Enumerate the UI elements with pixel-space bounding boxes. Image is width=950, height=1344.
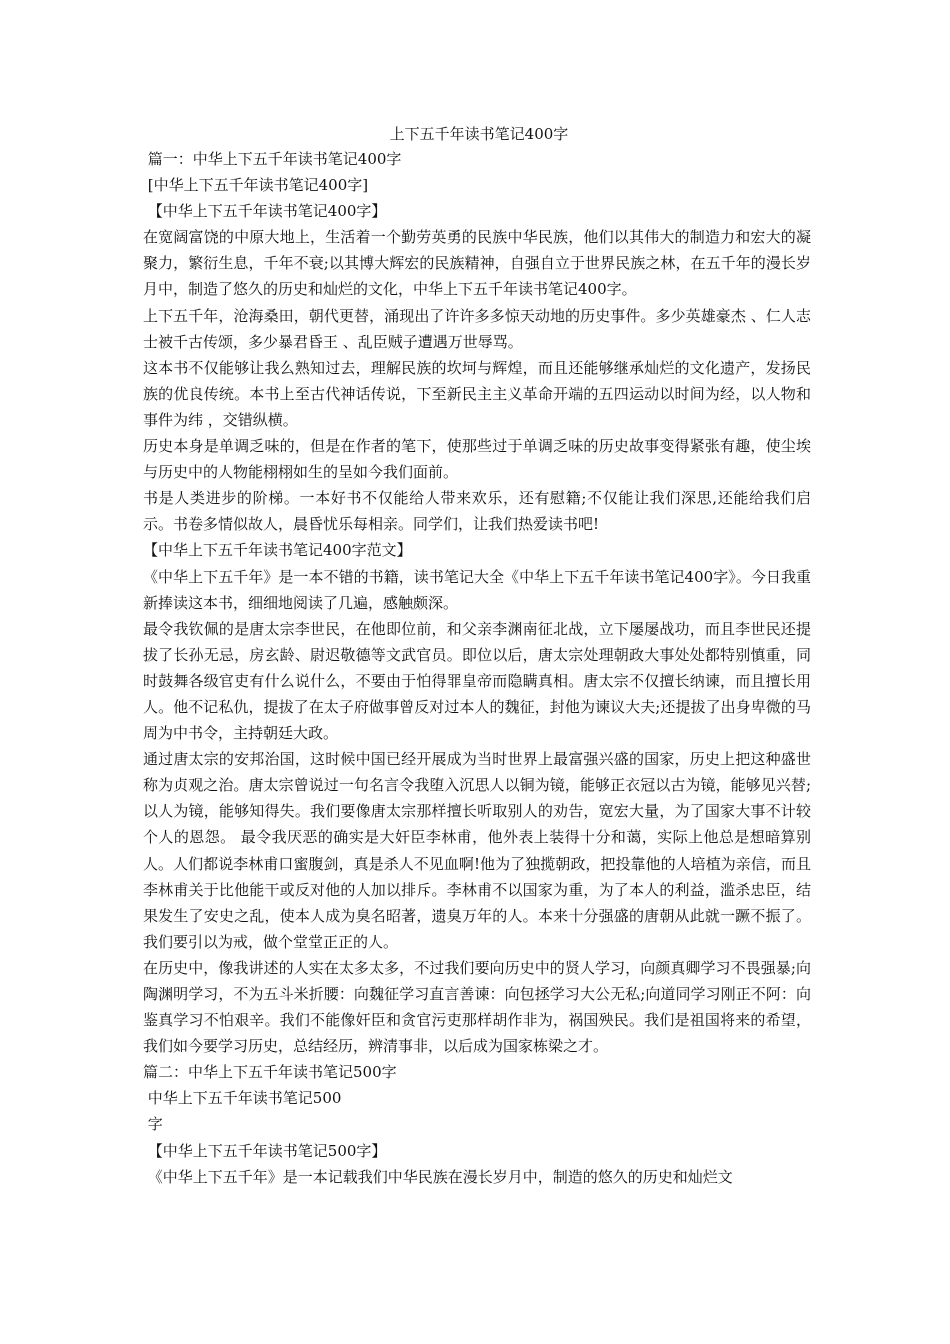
heading-line: 【中华上下五千年读书笔记500字】 (143, 1141, 387, 1160)
paragraph: 通过唐太宗的安邦治国，这时候中国已经开展成为当时世界上最富强兴盛的国家，历史上把这种盛世称为贞观之治。唐太宗曾说过一句名言令我堕入沉思人以铜为镜，能够正衣冠以古为镜，能够见兴替;以人为镜，能够知得失。我们要像唐太宗那样擅长听取别人的劝告，宽宏大量，为了国家大事不计较个人的恩怨。 最令我厌恶的确实是大奸臣李林甫，他外表上装得十分和蔼，实际上他总是想暗算别人。人们都说李林甫口蜜腹剑，真是杀人不见血啊!他为了独揽朝政，把投靠他的人培植为亲信，而且李林甫关于比他能干或反对他的人加以排斥。李林甫不以国家为重，为了本人的利益，滥杀忠臣，结果发生了安史之乱，使本人成为臭名昭著，遗臭万年的人。本来十分强盛的唐朝从此就一蹶不振了。我们要引以为戒，做个堂堂正正的人。 (143, 750, 811, 951)
heading-line: 篇一：中华上下五千年读书笔记400字 (143, 150, 402, 168)
heading-line: 中华上下五千年读书笔记500 (143, 1089, 342, 1108)
paragraph: 这本书不仅能够让我么熟知过去，理解民族的坎坷与辉煌，而且还能够继承灿烂的文化遗产，发扬民族的优良传统。本书上至古代神话传说，下至新民主主义革命开端的五四运动以时间为经，以人物和事件为纬 ，交错纵横。 (143, 358, 811, 429)
document-page (143, 122, 811, 1190)
heading-line: 字 (143, 1115, 163, 1134)
paragraph: 在宽阔富饶的中原大地上，生活着一个勤劳英勇的民族中华民族，他们以其伟大的制造力和宏大的凝聚力，繁衍生息，千年不衰;以其博大辉宏的民族精神，自强自立于世界民族之林，在五千年的漫长岁月中，制造了悠久的历史和灿烂的文化，中华上下五千年读书笔记400字。 (143, 228, 811, 299)
paragraph: 《中华上下五千年》是一本不错的书籍，读书笔记大全《中华上下五千年读书笔记400字》。今日我重新捧读这本书，细细地阅读了几遍，感触颇深。 (143, 567, 811, 612)
paragraph: 在历史中，像我讲述的人实在太多太多，不过我们要向历史中的贤人学习，向颜真卿学习不畏强暴;向陶渊明学习，不为五斗米折腰：向魏征学习直言善谏：向包拯学习大公无私;向道同学习刚正不阿：向鉴真学习不怕艰辛。我们不能像奸臣和贪官污吏那样胡作非为，祸国殃民。我们是祖国将来的希望，我们如今要学习历史，总结经历，辨清事非，以后成为国家栋梁之才。 (143, 958, 811, 1056)
paragraph: 上下五千年，沧海桑田，朝代更替，涌现出了许许多多惊天动地的历史事件。多少英雄豪杰 、仁人志士被千古传颂，多少暴君昏王 、乱臣贼子遭遇万世辱骂。 (143, 306, 811, 351)
heading-line: 【中华上下五千年读书笔记400字】 (143, 202, 387, 221)
document-body (143, 146, 811, 1190)
heading-line: 篇二：中华上下五千年读书笔记500字 (143, 1063, 397, 1082)
heading-line: 《中华上下五千年》是一本记载我们中华民族在漫长岁月中，制造的悠久的历史和灿烂文 (143, 1167, 733, 1186)
document-title: 上下五千年读书笔记400字 (389, 125, 569, 143)
paragraph: 历史本身是单调乏味的，但是在作者的笔下，使那些过于单调乏味的历史故事变得紧张有趣，使尘埃与历史中的人物能栩栩如生的呈如今我们面前。 (143, 437, 811, 482)
paragraph: 最令我钦佩的是唐太宗李世民，在他即位前，和父亲李渊南征北战，立下屡屡战功，而且李世民还提拔了长孙无忌，房玄龄、尉迟敬德等文武官员。即位以后，唐太宗处理朝政大事处处都特别慎重，同时鼓舞各级官吏有什么说什么，不要由于怕得罪皇帝而隐瞒真相。唐太宗不仅擅长纳谏，而且擅长用人。他不记私仇，提拔了在太子府做事曾反对过本人的魏征，封他为谏议大夫;还提拔了出身卑微的马周为中书令，主持朝廷大政。 (143, 619, 811, 743)
heading-line: 【中华上下五千年读书笔记400字范文】 (143, 541, 412, 560)
paragraph: 书是人类进步的阶梯。一本好书不仅能给人带来欢乐，还有慰籍;不仅能让我们深思,还能给我们启示。书卷多情似故人，晨昏忧乐每相亲。同学们，让我们热爱读书吧! (143, 489, 811, 534)
heading-line: [中华上下五千年读书笔记400字] (143, 176, 369, 195)
